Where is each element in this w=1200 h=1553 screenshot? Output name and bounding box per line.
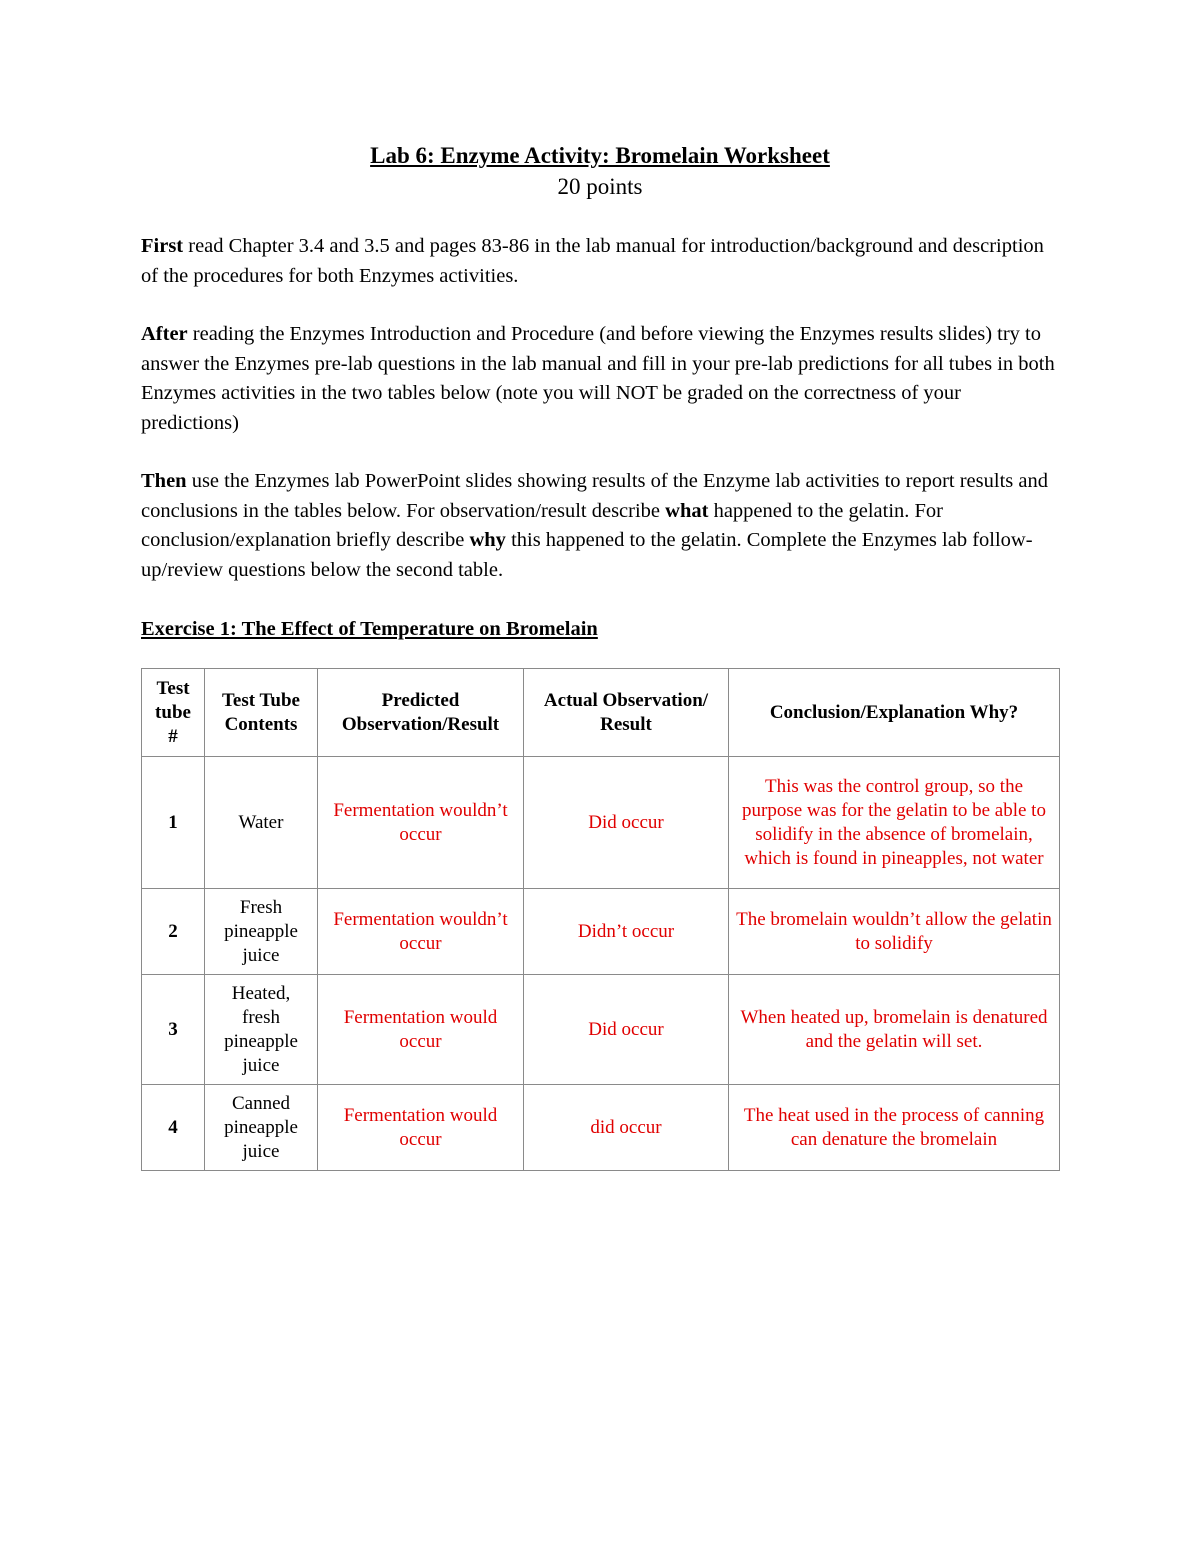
row-predicted: Fermentation wouldn’t occur [318, 889, 524, 975]
row-actual: Didn’t occur [524, 889, 729, 975]
instructions-first [141, 232, 1059, 291]
row-contents: Canned pineapple juice [205, 1085, 318, 1171]
instructions-then-text-2: happened to the gelatin. For conclusion/explanation briefly describe [141, 499, 944, 551]
row-predicted: Fermentation would occur [318, 1085, 524, 1171]
table-header-row [142, 669, 1060, 757]
row-contents: Water [205, 757, 318, 889]
row-predicted: Fermentation would occur [318, 975, 524, 1085]
instructions-then-bold-why: why [469, 529, 506, 551]
row-predicted: Fermentation wouldn’t occur [318, 757, 524, 889]
row-number: 1 [142, 757, 205, 889]
instructions-first-lead: First [141, 235, 184, 257]
header-conclusion: Conclusion/Explanation Why? [729, 669, 1060, 757]
instructions-then-lead: Then [141, 470, 187, 492]
row-contents: Heated, fresh pineapple juice [205, 975, 318, 1085]
instructions-after-lead: After [141, 323, 188, 345]
instructions-then [141, 467, 1059, 585]
row-number: 3 [142, 975, 205, 1085]
exercise-1-title: Exercise 1: The Effect of Temperature on Bromelain [141, 618, 598, 640]
points-label: 20 points [557, 174, 643, 199]
table-row [142, 1085, 1060, 1171]
header-actual: Actual Observation/ Result [524, 669, 729, 757]
table-row [142, 889, 1060, 975]
row-actual: Did occur [524, 975, 729, 1085]
worksheet-page [141, 140, 1059, 1171]
header-test-tube-number: Test tube # [142, 669, 205, 757]
instructions-then-bold-what: what [665, 499, 709, 522]
row-conclusion: This was the control group, so the purpose was for the gelatin to be able to solidify in the absence of bromelain, which is found in pineapples, not water [729, 757, 1060, 889]
row-actual: did occur [524, 1085, 729, 1171]
row-actual: Did occur [524, 757, 729, 889]
instructions-after-text: reading the Enzymes Introduction and Procedure (and before viewing the Enzymes results slides) try to answer the Enzymes pre-lab questions in the lab manual and fill in your pre-lab predictions for all tubes in both Enzymes activities in the two tables below (note you will NOT be graded on the correctness of your predictions) [141, 323, 1055, 434]
row-conclusion: The bromelain wouldn’t allow the gelatin to solidify [729, 889, 1060, 975]
header-predicted: Predicted Observation/Result [318, 669, 524, 757]
instructions-then-text-3: this happened to the gelatin. Complete the Enzymes lab follow-up/review questions below the second table. [141, 529, 1033, 581]
instructions-then-text-1: use the Enzymes lab PowerPoint slides showing results of the Enzyme lab activities to report results and conclusions in the tables below. For observation/result describe [141, 470, 1048, 522]
row-contents: Fresh pineapple juice [205, 889, 318, 975]
row-conclusion: The heat used in the process of canning can denature the bromelain [729, 1085, 1060, 1171]
results-table [141, 668, 1060, 1171]
table-row [142, 975, 1060, 1085]
row-conclusion: When heated up, bromelain is denatured and the gelatin will set. [729, 975, 1060, 1085]
table-row [142, 757, 1060, 889]
row-number: 2 [142, 889, 205, 975]
row-number: 4 [142, 1085, 205, 1171]
instructions-first-text: read Chapter 3.4 and 3.5 and pages 83-86 in the lab manual for introduction/background and description of the procedures for both Enzymes activities. [141, 235, 1044, 287]
worksheet-title: Lab 6: Enzyme Activity: Bromelain Worksheet [370, 143, 830, 168]
instructions-after [141, 320, 1059, 438]
header-test-tube-contents: Test Tube Contents [205, 669, 318, 757]
